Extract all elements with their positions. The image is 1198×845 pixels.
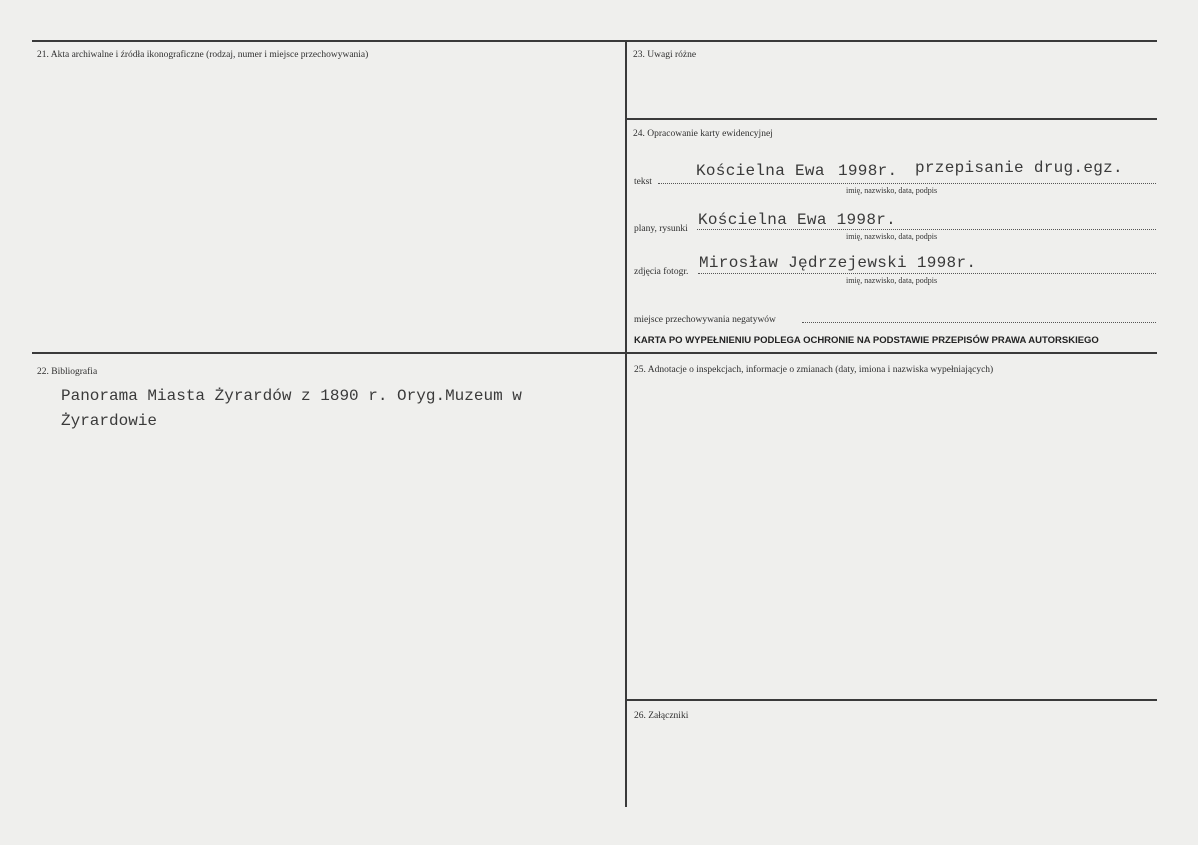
top-rule bbox=[32, 40, 1157, 42]
section-21-label: 21. Akta archiwalne i źródła ikonograficzne (rodzaj, numer i miejsce przechowywania) bbox=[37, 50, 369, 60]
tekst-note: przepisanie drug.egz. bbox=[915, 159, 1123, 177]
negatives-label: miejsce przechowywania negatywów bbox=[634, 315, 776, 325]
section-22-label: 22. Bibliografia bbox=[37, 367, 98, 377]
center-divider bbox=[625, 40, 627, 807]
section-25-label: 25. Adnotacje o inspekcjach, informacje o zmianach (daty, imiona i nazwiska wypełniających) bbox=[634, 365, 994, 375]
middle-rule bbox=[32, 352, 1157, 354]
zdjecia-label: zdjęcia fotogr. bbox=[634, 267, 689, 277]
plany-value: Kościelna Ewa 1998r. bbox=[698, 211, 897, 229]
rule-below-23 bbox=[627, 118, 1157, 120]
zdjecia-dotted-line bbox=[698, 273, 1156, 274]
tekst-name: Kościelna Ewa bbox=[696, 162, 825, 180]
negatives-dotted-line bbox=[802, 322, 1156, 323]
section-26-label: 26. Załączniki bbox=[634, 711, 689, 721]
plany-dotted-line bbox=[697, 229, 1156, 230]
zdjecia-caption: imię, nazwisko, data, podpis bbox=[846, 276, 938, 285]
zdjecia-value: Mirosław Jędrzejewski 1998r. bbox=[699, 254, 977, 272]
tekst-label: tekst bbox=[634, 177, 652, 187]
section-24-label: 24. Opracowanie karty ewidencyjnej bbox=[633, 129, 773, 139]
tekst-caption: imię, nazwisko, data, podpis bbox=[846, 186, 938, 195]
plany-caption: imię, nazwisko, data, podpis bbox=[846, 232, 938, 241]
plany-label: plany, rysunki bbox=[634, 224, 688, 234]
tekst-dotted-line bbox=[658, 183, 1156, 184]
rule-above-26 bbox=[627, 699, 1157, 701]
bibliography-text: Panorama Miasta Żyrardów z 1890 r. Oryg.Muzeum w Żyrardowie bbox=[61, 387, 522, 430]
section-23-label: 23. Uwagi różne bbox=[633, 50, 697, 60]
tekst-year: 1998r. bbox=[838, 162, 898, 180]
copyright-notice: KARTA PO WYPEŁNIENIU PODLEGA OCHRONIE NA PODSTAWIE PRZEPISÓW PRAWA AUTORSKIEGO bbox=[634, 335, 1099, 346]
